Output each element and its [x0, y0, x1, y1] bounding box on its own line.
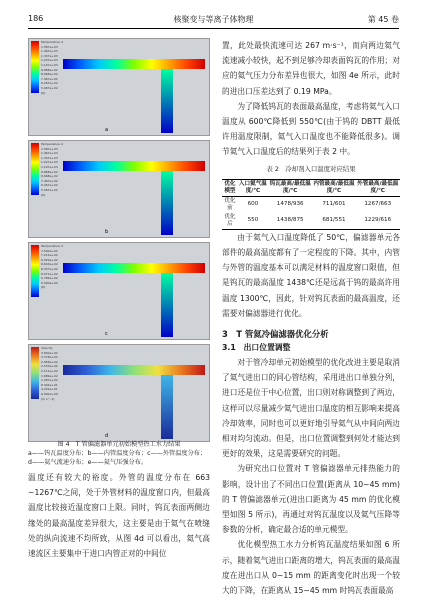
table-header-cell: 优化模型: [222, 179, 238, 196]
t-tube-stem-field: [161, 375, 173, 439]
colorbar-label: 7.467e+02: [41, 178, 58, 183]
left-column-paragraph: 温度还有较大的裕度。外管的温度分布在 663 ~1267℃之间，处于外管材料的温度窗口内，但最高温度比较接近温度窗口上限。同时，钨瓦表面两侧边缘处的最高温度差异很大，这主要是由于氦气在喷缝处的纵向流速不均所致，从图 4d 可以看出，氦气高速流区主要集中于进口内管正对的中间位: [28, 473, 210, 559]
colorbar-label: 1.587e+03: [41, 44, 58, 49]
t-tube-stem-field: [161, 273, 173, 337]
table-2: [222, 179, 400, 230]
colorbar-label: 1.587e+03: [41, 146, 58, 151]
caption-line-2: d——氦气流速分布；e——氦气压强分布。: [28, 459, 148, 466]
colorbar-labels: [41, 244, 63, 290]
colorbar-label: Temperature 4: [41, 142, 63, 146]
panel-letter: d: [105, 433, 109, 439]
table-header-cell: 入口氦气温度/℃: [238, 179, 268, 196]
table-cell: 1229/616: [356, 213, 401, 230]
paragraph-2: 为了降低钨瓦的表面最高温度，考虑将氦气入口温度从 600℃降低到 550℃(由于钨的 DBTT 最低许用温度限制，氦气入口温度也不能降低很多)。调节氦气入口温度后的结果列于表 2 中。: [222, 101, 400, 157]
figure-caption: [28, 440, 210, 467]
table-cell: 1267/663: [364, 201, 392, 208]
table-row: [222, 196, 400, 213]
colorbar-label: 3.800e+02: [41, 350, 58, 355]
header-rule: [28, 28, 399, 29]
panel-letter: b: [105, 229, 109, 235]
colorbar-label: Temperature 4: [41, 40, 63, 44]
colorbar-label: 6.267e+02: [41, 81, 58, 86]
figure-panel-c: [28, 242, 210, 340]
colorbar-label: 3.378e+02: [41, 355, 58, 360]
figure-panel-a: [28, 38, 210, 136]
right-column: [222, 38, 400, 598]
colorbar-label: 2.111e+02: [41, 368, 58, 373]
colorbar-label: 5.786e+02: [41, 276, 58, 281]
colorbar-label: 8.444e+01: [41, 382, 58, 387]
colorbar-label: 6.267e+02: [41, 183, 58, 188]
colorbar-label: 1.107e+03: [41, 164, 58, 169]
table-cell: 优化前: [224, 197, 236, 211]
colorbar-label: 1.467e+03: [41, 49, 58, 54]
panel-letter: a: [105, 127, 109, 133]
colorbar-label: [K]: [41, 192, 46, 197]
colorbar-label: 1.227e+03: [41, 58, 58, 63]
colorbar-label: 5.500e+02: [41, 280, 58, 285]
colorbar-label: 2.956e+02: [41, 359, 58, 364]
table-header-cell: 外管最高/最低温度/℃: [356, 179, 401, 196]
colorbar-label: 9.868e+02: [41, 169, 58, 174]
table-cell: 711/601: [322, 201, 346, 208]
section-3-heading: 3 T 管氦冷偏滤器优化分析: [222, 329, 329, 340]
colorbar-label: 8.668e+02: [41, 174, 58, 179]
colorbar-label: 6.357e+02: [41, 266, 58, 271]
t-tube-stem-field: [161, 69, 173, 133]
table-cell: 优化后: [222, 213, 238, 230]
tungsten-plate-field: [63, 59, 205, 69]
paragraph-6: 优化模型热工水力分析钨瓦温度结果如图 6 所示，随着氦气进出口距离的增大，钨瓦表面的最高温度在进出口从 0~15 mm 的距离变化时出现一个较大的下降，在距离从 15~45 mm 时钨瓦表面最高: [222, 540, 400, 596]
colorbar-legend: [31, 143, 39, 195]
colorbar-label: 6.929e+02: [41, 257, 58, 262]
journal-name: 核聚变与等离子体物理: [173, 15, 254, 24]
colorbar-label: 1.347e+03: [41, 155, 58, 160]
colorbar-label: Velocity: [41, 346, 53, 350]
running-header: [28, 14, 399, 28]
table-cell: 550: [238, 213, 268, 230]
colorbar-legend: [31, 347, 39, 399]
colorbar-legend: [31, 41, 39, 93]
figure-4: [28, 38, 208, 446]
colorbar-label: 1.227e+03: [41, 160, 58, 165]
paragraph-4: 对于管冷却单元初始模型的优化改进主要是取消了氦气进出口的同心管结构，采用进出口单独分列，进口还是位于中心位置，出口则对称调整到了两边，这样可以尽量减少氦气进出口温度的相互影响来提高冷却效率，同时也可以更好地引导氦气从中间向两边相对均匀流动。但是，出口位置调整到何处才能达到更好的效果，这是需要研究的问题。: [222, 358, 400, 459]
colorbar-label: 9.868e+02: [41, 67, 58, 72]
figure-panel-b: [28, 140, 210, 238]
panel-letter: c: [105, 331, 108, 337]
table-header-cell: 钨瓦最高/最低温度/℃: [268, 179, 312, 196]
colorbar-label: Temperature 3: [41, 244, 63, 248]
paragraph-5: 为研究出口位置对 T 管偏滤器单元排热能力的影响，设计出了不同出口位置(距离从 10~45 mm)的 T 管偏滤器单元(进出口距离为 45 mm 的优化模型如图 5 所示)，再通过对钨瓦温度以及氦气压降等参数的分析，确定最合适的单元模型。: [222, 464, 400, 535]
colorbar-label: 6.071e+02: [41, 271, 58, 276]
colorbar-label: 1.267e+02: [41, 378, 58, 383]
colorbar-label: 8.668e+02: [41, 72, 58, 77]
tungsten-plate-field: [63, 161, 205, 171]
tungsten-plate-field: [63, 263, 205, 273]
table-cell: 600: [247, 201, 259, 208]
colorbar-label: 6.643e+02: [41, 262, 58, 267]
colorbar-label: 5.067e+02: [41, 187, 58, 192]
table-row: [222, 213, 400, 230]
page-number: 186: [28, 14, 44, 23]
colorbar-label: 1.467e+03: [41, 151, 58, 156]
table-cell: 681/551: [312, 213, 355, 230]
colorbar-label: 1.689e+02: [41, 373, 58, 378]
colorbar-label: 2.533e+02: [41, 364, 58, 369]
colorbar-label: 1.347e+03: [41, 53, 58, 58]
caption-title: 图 4 T 管偏滤器单元初始模型热工水力结果: [57, 441, 181, 448]
colorbar-label: 7.500e+02: [41, 248, 58, 253]
table-2-title: 表 2 冷却剂入口温度对应结果: [266, 164, 356, 173]
colorbar-label: 7.214e+02: [41, 253, 58, 258]
colorbar-legend: [31, 245, 39, 297]
figure-panel-d: [28, 344, 210, 442]
t-tube-stem-field: [161, 171, 173, 235]
section-3-1-heading: 3.1 出口位置调整: [222, 343, 291, 353]
tungsten-plate-field: [63, 365, 205, 375]
colorbar-label: 7.467e+02: [41, 76, 58, 81]
table-cell: 1438/875: [268, 213, 312, 230]
colorbar-label: [K]: [41, 285, 46, 290]
paragraph-3: 由于氦气入口温度降低了 50℃，偏滤器单元各部件的最高温度都有了一定程度的下降。其中，内管与外管的温度基本可以满足材料的温度窗口限值，但是钨瓦的最高温度 1438℃还是远高于钨的最高许用温度 1300℃，因此，针对钨瓦表面的最高温度，还需要对偏滤器进行优化。: [222, 232, 400, 318]
caption-line-1: a——钨瓦温度分布；b——内管温度分布；c——外管温度分布；: [28, 450, 207, 457]
table-header-cell: 内管最高/最低温度/℃: [312, 179, 355, 196]
colorbar-label: [m s^-1]: [41, 396, 55, 401]
colorbar-label: 1.107e+03: [41, 62, 58, 67]
colorbar-labels: [41, 142, 63, 197]
colorbar-labels: [41, 40, 63, 95]
colorbar-label: [K]: [41, 90, 46, 95]
paragraph-1: 置，此处最快流速可达 267 m·s⁻¹，而向两边氦气流速减小较快，起不到足够冷却表面钨瓦的作用；对应的氦气压力分布差异也很大，如图 4e 所示，此时的进出口压差达到了 0.19 MPa。: [222, 41, 400, 96]
colorbar-label: 5.067e+02: [41, 85, 58, 90]
colorbar-label: 0.000e+00: [41, 391, 58, 396]
colorbar-labels: [41, 346, 58, 401]
volume-label: 第 45 卷: [367, 15, 399, 24]
table-cell: 1478/936: [276, 201, 304, 208]
colorbar-label: 4.222e+01: [41, 387, 58, 392]
table-header-row: [222, 179, 400, 196]
